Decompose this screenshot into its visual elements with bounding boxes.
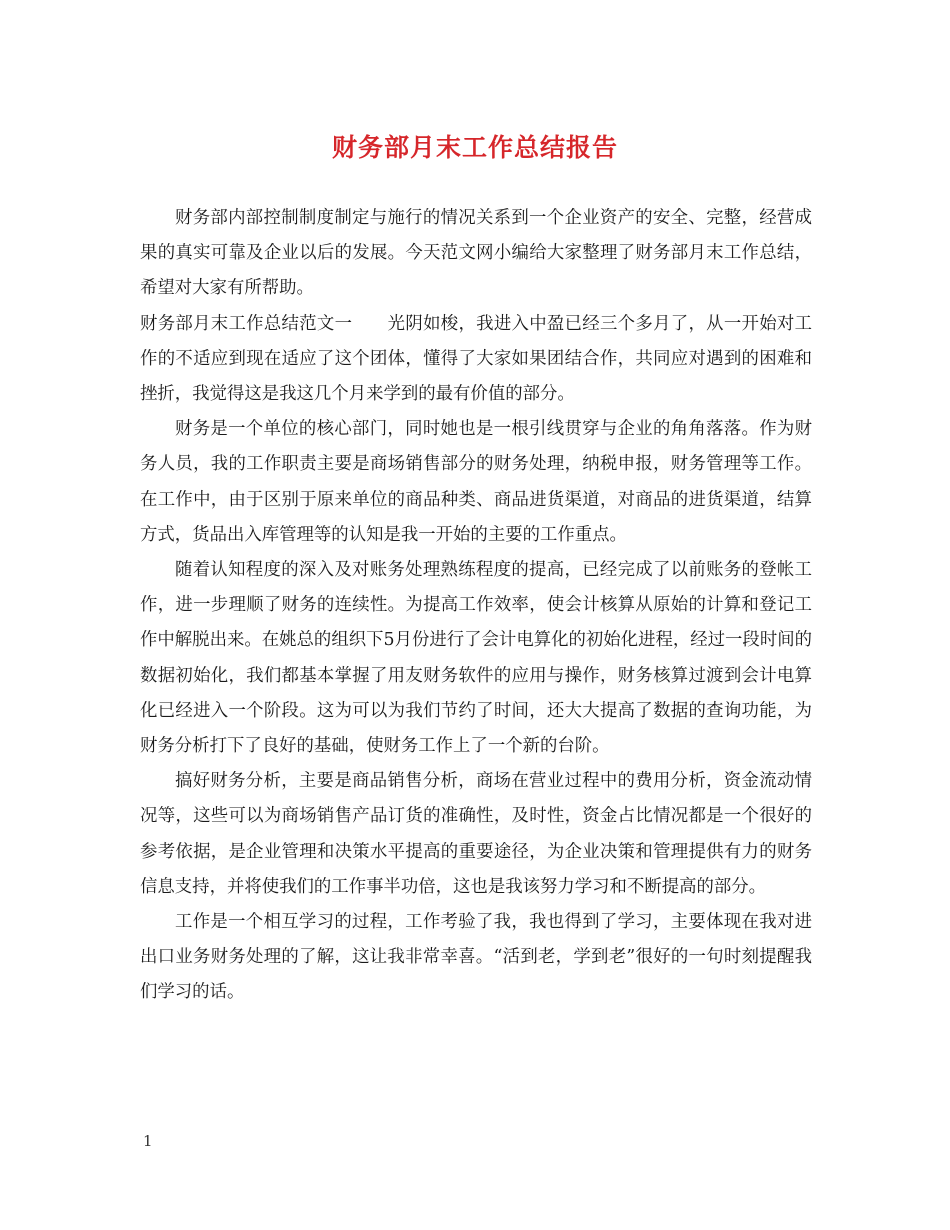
paragraph: 随着认知程度的深入及对账务处理熟练程度的提高，已经完成了以前账务的登帐工作，进一步理顺了财务的连续性。为提高工作效率，使会计核算从原始的计算和登记工作中解脱出来。在姚总的组织下5月份进行了会计电算化的初始化进程，经过一段时间的数据初始化，我们都基本掌握了用友财务软件的应用与操作，财务核算过渡到会计电算化已经进入一个阶段。这为可以为我们节约了时间，还大大提高了数据的查询功能，为财务分析打下了良好的基础，使财务工作上了一个新的台阶。: [140, 560, 812, 757]
paragraph: 工作是一个相互学习的过程，工作考验了我，我也得到了学习，主要体现在我对进出口业务财务处理的了解，这让我非常幸喜。“活到老，学到老”很好的一句时刻提醒我们学习的话。: [140, 912, 812, 1003]
page-number: 1: [143, 1132, 153, 1150]
paragraph: 搞好财务分析，主要是商品销售分析，商场在营业过程中的费用分析，资金流动情况等，这些可以为商场销售产品订货的准确性，及时性，资金占比情况都是一个很好的参考依据，是企业管理和决策水平提高的重要途径，为企业决策和管理提供有力的财务信息支持，并将使我们的工作事半功倍，这也是我该努力学习和不断提高的部分。: [140, 771, 812, 897]
paragraph: 财务部内部控制制度制定与施行的情况关系到一个企业资产的安全、完整，经营成果的真实可靠及企业以后的发展。今天范文网小编给大家整理了财务部月末工作总结，希望对大家有所帮助。: [140, 208, 812, 299]
document-title: 财务部月末工作总结报告: [331, 133, 618, 162]
paragraph: 财务是一个单位的核心部门，同时她也是一根引线贯穿与企业的角角落落。作为财务人员，我的工作职责主要是商场销售部分的财务处理，纳税申报，财务管理等工作。在工作中，由于区别于原来单位的商品种类、商品进货渠道，对商品的进货渠道，结算方式，货品出入库管理等的认知是我一开始的主要的工作重点。: [140, 419, 812, 545]
paragraph: 财务部月末工作总结范文一 光阴如梭，我进入中盈已经三个多月了，从一开始对工作的不适应到现在适应了这个团体，懂得了大家如果团结合作，共同应对遇到的困难和挫折，我觉得这是我这几个月来学到的最有价值的部分。: [140, 313, 812, 405]
document-body: [140, 201, 812, 1011]
